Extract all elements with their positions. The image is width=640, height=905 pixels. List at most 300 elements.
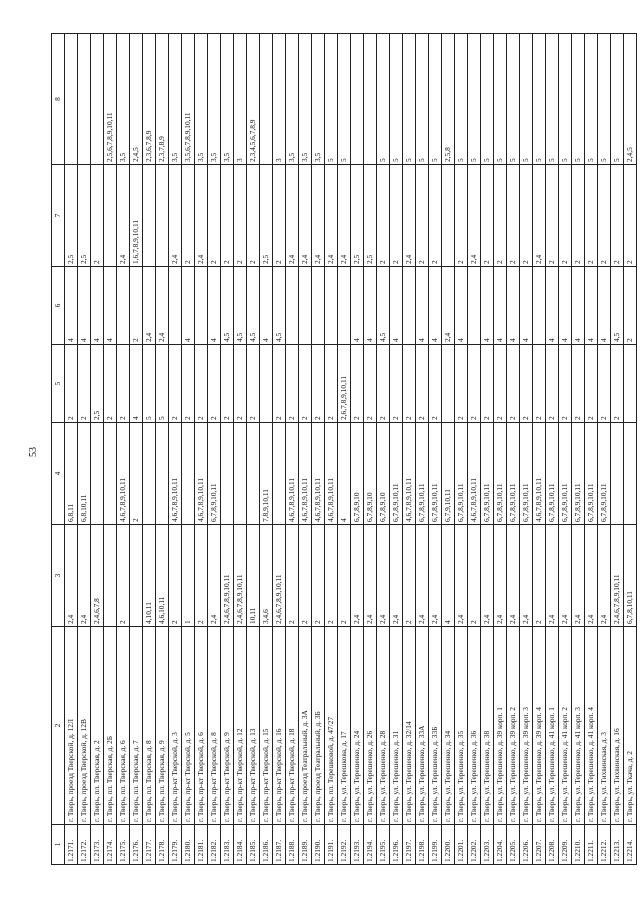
col8-cell [78,34,91,165]
col4-cell [182,423,195,525]
address-cell: г. Тверь, ул. Терешенко, д. 41 корп. 4 [585,627,598,825]
col3-cell [104,525,117,627]
col4-cell: 6,7,8,9,10,11 [559,423,572,525]
col5-cell: 2 [169,345,182,423]
row-number-cell: 1.2209. [559,825,572,865]
table-row [559,34,572,865]
col4-cell: 6,7,8,9,10,11 [546,423,559,525]
header-cell: 8 [52,34,65,165]
table-row [533,34,546,865]
col4-cell [104,423,117,525]
col3-cell: 3,4,6 [260,525,273,627]
col7-cell: 2 [273,165,286,267]
address-cell: г. Тверь, проезд Тверской, д. 12Л [65,627,78,825]
table-row [351,34,364,865]
col8-cell: 5 [611,34,624,165]
col3-cell: 2 [169,525,182,627]
col4-cell: 4,6,7,8,9,10,11 [533,423,546,525]
address-cell: г. Тверь, пр-кт Тверской, д. 5 [182,627,195,825]
table-row [507,34,520,865]
col3-cell: 2,4 [429,525,442,627]
col8-cell: 5 [403,34,416,165]
address-cell: г. Тверь, ул. Терешенко, д. 39 корп. 2 [507,627,520,825]
address-cell: г. Тверь, ул. Терешенко, д. 41 корп. 2 [559,627,572,825]
col5-cell: 2 [221,345,234,423]
col4-cell: 6,7,8,9,10,11 [481,423,494,525]
col7-cell [442,165,455,267]
table-row [299,34,312,865]
col5-cell: 5 [143,345,156,423]
col6-cell: 4,5 [247,267,260,345]
row-number-cell: 1.2179. [169,825,182,865]
col6-cell: 4,5 [377,267,390,345]
address-cell: г. Тверь, пр-кт Тверской, д. 3 [169,627,182,825]
col7-cell: 2,5 [65,165,78,267]
address-cell: г. Тверь, пл. Тверская, д. 7 [130,627,143,825]
col5-cell: 2 [325,345,338,423]
col3-cell: 6,7,8,10,11 [624,525,637,627]
col3-cell: 2,4 [416,525,429,627]
col6-cell [468,267,481,345]
address-cell: г. Тверь, пл. Тверская, д. 6 [117,627,130,825]
col4-cell: 6,7,8,9,10 [351,423,364,525]
row-number-cell: 1.2214. [624,825,637,865]
col5-cell: 2 [312,345,325,423]
col4-cell [156,423,169,525]
col8-cell [364,34,377,165]
col5-cell: 2 [117,345,130,423]
col8-cell: 3 [273,34,286,165]
col6-cell: 4,5 [234,267,247,345]
col7-cell: 2 [247,165,260,267]
col5-cell: 2 [208,345,221,423]
col7-cell: 2,5 [364,165,377,267]
col6-cell: 4 [494,267,507,345]
col3-cell: 4 [442,525,455,627]
table-row [273,34,286,865]
col5-cell [260,345,273,423]
address-cell: г. Тверь, ул. Терешенко, д. 24 [351,627,364,825]
col6-cell: 4 [104,267,117,345]
col6-cell: 2 [624,267,637,345]
table-row [247,34,260,865]
col3-cell: 4,6,10,11 [156,525,169,627]
col5-cell: 2 [247,345,260,423]
col8-cell: 3,5 [286,34,299,165]
col4-cell [273,423,286,525]
col6-cell: 4,5 [611,267,624,345]
col7-cell [143,165,156,267]
row-number-cell: 1.2193. [351,825,364,865]
table-row [585,34,598,865]
col6-cell: 4 [520,267,533,345]
col5-cell: 2 [546,345,559,423]
address-cell: г. Тверь, ул. Терешенко, д. 28 [377,627,390,825]
col4-cell [234,423,247,525]
address-cell: г. Тверь, проезд Театральный, д. 3А [299,627,312,825]
col4-cell: 6,7,8,9,10,11 [520,423,533,525]
col3-cell: 4,10,11 [143,525,156,627]
col3-cell: 2,4 [520,525,533,627]
col3-cell: 2,4,6,7,8,9,10,11 [234,525,247,627]
col5-cell: 2,5 [91,345,104,423]
table-row [78,34,91,865]
table-row [598,34,611,865]
col8-cell: 5 [533,34,546,165]
col8-cell: 2,5,8 [442,34,455,165]
table-row [468,34,481,865]
col5-cell [624,345,637,423]
col8-cell: 5 [546,34,559,165]
col8-cell: 3,5 [208,34,221,165]
col8-cell: 5 [416,34,429,165]
row-number-cell: 1.2187. [273,825,286,865]
address-cell: г. Тверь, проезд Тверской, д. 12В [78,627,91,825]
col8-cell: 3,5,6,7,8,9,10,11 [182,34,195,165]
col7-cell [104,165,117,267]
col7-cell: 2,5 [78,165,91,267]
address-cell: г. Тверь, пл. Тверская, д. 2Б [104,627,117,825]
col8-cell: 2,4,5 [624,34,637,165]
header-cell: 6 [52,267,65,345]
col8-cell: 5 [338,34,351,165]
address-cell: г. Тверь, пр-кт Тверской, д. 12 [234,627,247,825]
table-row [286,34,299,865]
col8-cell: 2,3,6,7,8,9 [143,34,156,165]
col6-cell: 4 [91,267,104,345]
page-number: 53 [28,447,39,457]
col4-cell [221,423,234,525]
col8-cell: 3,5 [312,34,325,165]
table-row [143,34,156,865]
col4-cell: 6,7,8,9,10,11 [585,423,598,525]
col6-cell: 2,4 [442,267,455,345]
address-table [51,33,637,865]
col5-cell: 2 [416,345,429,423]
table-row [364,34,377,865]
col8-cell: 5 [598,34,611,165]
col7-cell: 2 [507,165,520,267]
table-row [312,34,325,865]
col3-cell: 2 [338,525,351,627]
table-row [455,34,468,865]
col5-cell: 2 [572,345,585,423]
col4-cell: 4,6,7,8,9,10,11 [299,423,312,525]
col6-cell: 2 [130,267,143,345]
header-row [52,34,65,865]
row-number-cell: 1.2180. [182,825,195,865]
col5-cell: 2 [403,345,416,423]
row-number-cell: 1.2178. [156,825,169,865]
col4-cell: 6,7,8,9,10,11 [416,423,429,525]
col5-cell: 2 [351,345,364,423]
row-number-cell: 1.2199. [429,825,442,865]
col5-cell: 2 [65,345,78,423]
col7-cell: 2 [221,165,234,267]
col6-cell: 4 [182,267,195,345]
row-number-cell: 1.2196. [390,825,403,865]
address-cell: г. Тверь, ул. Терешенко, д. 26 [364,627,377,825]
address-cell: г. Тверь, пр-кт Тверской, д. 18 [286,627,299,825]
col6-cell [403,267,416,345]
col5-cell: 2 [468,345,481,423]
col7-cell: 2,4 [338,165,351,267]
table-row [442,34,455,865]
col8-cell: 3,5 [299,34,312,165]
col4-cell: 6,7,8,9,10,11 [507,423,520,525]
address-cell: г. Тверь, ул. Терешенко, д. 33Б [429,627,442,825]
col6-cell: 4 [78,267,91,345]
table-row [130,34,143,865]
col6-cell: 4 [260,267,273,345]
col3-cell: 2,4 [585,525,598,627]
row-number-cell: 1.2205. [507,825,520,865]
address-cell: г. Тверь, пл. Тверская, д. 2 [91,627,104,825]
col4-cell: 6,7,8,9,10 [364,423,377,525]
col4-cell: 4,6,7,8,9,10,11 [195,423,208,525]
row-number-cell: 1.2182. [208,825,221,865]
header-cell: 2 [52,627,65,825]
col4-cell: 4,6,7,8,9,10,11 [169,423,182,525]
col4-cell: 4 [338,423,351,525]
row-number-cell: 1.2198. [416,825,429,865]
col3-cell: 2 [286,525,299,627]
col6-cell [169,267,182,345]
col4-cell: 6,7,8,9,10,11 [572,423,585,525]
col4-cell: 4,6,7,8,9,10,11 [325,423,338,525]
col5-cell: 2 [182,345,195,423]
row-number-cell: 1.2213. [611,825,624,865]
address-cell: г. Тверь, ул. Терешенко, д. 41 корп. 3 [572,627,585,825]
col7-cell: 2 [377,165,390,267]
row-number-cell: 1.2172. [78,825,91,865]
col6-cell: 4 [455,267,468,345]
col5-cell: 2 [520,345,533,423]
col5-cell: 2,6,7,8,9,10,11 [338,345,351,423]
col7-cell [156,165,169,267]
col4-cell: 6,7,8,9,10,11 [390,423,403,525]
table-body [65,34,637,865]
col6-cell [299,267,312,345]
col4-cell [91,423,104,525]
row-number-cell: 1.2211. [585,825,598,865]
table-row [546,34,559,865]
col5-cell: 2 [533,345,546,423]
row-number-cell: 1.2185. [247,825,260,865]
col3-cell: 2,4 [78,525,91,627]
col3-cell: 2,4,6,7,8,9,10,11 [221,525,234,627]
header-cell: 7 [52,165,65,267]
col5-cell: 2 [364,345,377,423]
table-row [325,34,338,865]
col7-cell: 2 [91,165,104,267]
table-row [156,34,169,865]
col7-cell: 2 [208,165,221,267]
col5-cell: 2 [195,345,208,423]
col3-cell: 2,4 [351,525,364,627]
row-number-cell: 1.2174. [104,825,117,865]
col8-cell: 5 [585,34,598,165]
col7-cell: 2 [520,165,533,267]
col7-cell: 2 [559,165,572,267]
col7-cell: 2,4 [117,165,130,267]
address-cell: г. Тверь, ул. Терешенко, д. 34 [442,627,455,825]
table-row [520,34,533,865]
col6-cell: 4 [351,267,364,345]
col7-cell: 2 [494,165,507,267]
address-cell: г. Тверь, ул. Терешенко, д. 32/14 [403,627,416,825]
col8-cell: 5 [377,34,390,165]
col3-cell [130,525,143,627]
table-row [494,34,507,865]
col3-cell: 2,4 [377,525,390,627]
col4-cell: 4,6,7,8,9,10,11 [468,423,481,525]
address-cell: г. Тверь, пр-кт Тверской, д. 9 [221,627,234,825]
col5-cell: 2 [611,345,624,423]
address-cell: г. Тверь, пр-кт Тверской, д. 6 [195,627,208,825]
col5-cell: 2 [507,345,520,423]
col4-cell: 4,6,7,8,9,10,11 [286,423,299,525]
table-row [221,34,234,865]
col3-cell: 2,4,6,7,8,9,10,11 [273,525,286,627]
table-row [182,34,195,865]
col3-cell: 2,4 [364,525,377,627]
row-number-cell: 1.2175. [117,825,130,865]
col7-cell: 2 [546,165,559,267]
address-cell: г. Тверь, пл. Тверская, д. 8 [143,627,156,825]
row-number-cell: 1.2201. [455,825,468,865]
col6-cell: 4 [364,267,377,345]
table-row [104,34,117,865]
col7-cell: 2 [481,165,494,267]
col3-cell: 2 [299,525,312,627]
col4-cell: 4,6,7,8,9,10,11 [117,423,130,525]
col5-cell: 5 [156,345,169,423]
col7-cell: 2 [390,165,403,267]
table-row [338,34,351,865]
col5-cell: 2 [598,345,611,423]
col6-cell [338,267,351,345]
row-number-cell: 1.2188. [286,825,299,865]
col7-cell: 2 [572,165,585,267]
col4-cell: 6,7,8,9,10,11 [429,423,442,525]
table-row [611,34,624,865]
address-cell: г. Тверь, пр-кт Тверской, д. 15 [260,627,273,825]
col6-cell: 4 [208,267,221,345]
col6-cell: 4,5 [273,267,286,345]
row-number-cell: 1.2184. [234,825,247,865]
address-cell: г. Тверь, ул. Терешенко, д. 38 [481,627,494,825]
col5-cell: 2 [104,345,117,423]
col7-cell: 2,4 [312,165,325,267]
col7-cell: 2,5 [260,165,273,267]
col8-cell: 5 [494,34,507,165]
row-number-cell: 1.2194. [364,825,377,865]
rotated-table-container [51,34,635,865]
header-cell: 1 [52,825,65,865]
col6-cell: 4,5 [221,267,234,345]
col5-cell: 2 [585,345,598,423]
col8-cell: 5 [520,34,533,165]
col7-cell: 2 [585,165,598,267]
address-cell: г. Тверь, ул. Тихвинская, д. 16 [611,627,624,825]
address-cell: г. Тверь, пл. Тверская, д. 9 [156,627,169,825]
address-cell: г. Тверь, ул. Терешенко, д. 41 корп. 1 [546,627,559,825]
col6-cell: 4 [507,267,520,345]
col3-cell: 2 [403,525,416,627]
col3-cell: 2,4 [598,525,611,627]
address-cell: г. Тверь, пр-кт Тверской, д. 13 [247,627,260,825]
col4-cell [611,423,624,525]
col4-cell: 6,7,8,9,10 [377,423,390,525]
col3-cell: 2,4 [481,525,494,627]
col5-cell: 2 [377,345,390,423]
address-cell: г. Тверь, пл. Терешковой, д. 47/27 [325,627,338,825]
col4-cell: 6,7,8,9,10,11 [455,423,468,525]
col5-cell: 2 [481,345,494,423]
table-row [117,34,130,865]
col8-cell: 5 [429,34,442,165]
table-stage [51,34,635,865]
row-number-cell: 1.2197. [403,825,416,865]
col6-cell [195,267,208,345]
col3-cell: 2 [195,525,208,627]
col3-cell: 2,4 [208,525,221,627]
header-cell: 3 [52,525,65,627]
col6-cell [533,267,546,345]
col4-cell [143,423,156,525]
col7-cell: 2,4 [169,165,182,267]
col4-cell: 6,7,8,9,10,11 [494,423,507,525]
row-number-cell: 1.2195. [377,825,390,865]
col6-cell [312,267,325,345]
col3-cell: 2,4 [559,525,572,627]
table-row [416,34,429,865]
col5-cell: 2 [429,345,442,423]
col8-cell: 3,5 [221,34,234,165]
col7-cell: 2,4 [403,165,416,267]
col8-cell: 5 [468,34,481,165]
col3-cell: 1 [182,525,195,627]
col7-cell: 2,4 [195,165,208,267]
col6-cell: 4 [598,267,611,345]
row-number-cell: 1.2173. [91,825,104,865]
col4-cell: 4,6,7,8,9,10,11 [312,423,325,525]
table-row [169,34,182,865]
col5-cell: 2 [234,345,247,423]
row-number-cell: 1.2212. [598,825,611,865]
col7-cell: 2,4 [468,165,481,267]
row-number-cell: 1.2200. [442,825,455,865]
col6-cell: 2,4 [156,267,169,345]
address-cell: г. Тверь, ул. Терешенко, д. 39 корп. 4 [533,627,546,825]
col8-cell: 5 [325,34,338,165]
address-cell: г. Тверь, ул. Терешенко, д. 31 [390,627,403,825]
col4-cell: 7,8,9,10,11 [260,423,273,525]
col8-cell: 5 [559,34,572,165]
table-row [65,34,78,865]
col3-cell: 2,4 [65,525,78,627]
col6-cell: 4 [585,267,598,345]
col5-cell: 4 [130,345,143,423]
address-cell: г. Тверь, ул. Терешенко, д. 35 [455,627,468,825]
col3-cell: 2,4 [390,525,403,627]
col5-cell [442,345,455,423]
col4-cell: 4,6,7,8,9,10,11 [403,423,416,525]
col6-cell: 4 [65,267,78,345]
col8-cell: 2,4,5 [130,34,143,165]
col7-cell: 2 [234,165,247,267]
